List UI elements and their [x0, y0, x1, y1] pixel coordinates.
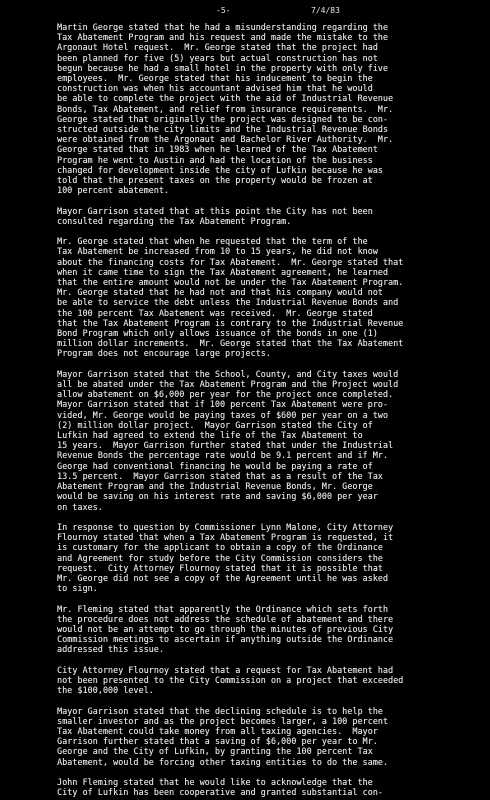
minutes-body	[57, 22, 469, 797]
paragraph-george-misunderstanding: Martin George stated that he had a misunderstanding regarding the Tax Abatement Program and his request and made the mistake to the Argonaut Hotel request. Mr. George stated that the project had been planned for five (5) years but actual construction has not begun because he had a small hotel in the property with only five employees. Mr. George stated that his inducement to begin the construction was when his accountant advised him that he would be able to complete the project with the aid of Industrial Revenue Bonds, Tax Abatement, and relief from insurance requirements. Mr. George stated that originally the project was designed to be con- structed outside the city limits and the Industrial Revenue Bonds were obtained from the Argonaut and Bachelor River Authority. Mr. George stated that in 1983 when he learned of the Tax Abatement Program he went to Austin and had the location of the business changed for development inside the city of Lufkin because he was told that the present taxes on the property would be frozen at 100 percent abatement.	[57, 22, 394, 196]
paragraph-attorney-response: In response to question by Commissioner Lynn Malone, City Attorney Flournoy stated that when a Tax Abatement Program is requested, it is customary for the applicant to obtain a copy of the Ordinance and Agreement for study before the City Commission considers the request. City Attorney Flournoy stated that it is possible that Mr. George did not see a copy of the Agreement until he was asked to sign.	[57, 521, 394, 594]
paragraph-mayor-taxes-abated: Mayor Garrison stated that the School, County, and City taxes would all be abated under the Tax Abatement Program and the Project would allow abatement on $6,000 per year for the project once completed. Mayor Garrison stated that if 100 percent Tax Abatement were pro- vided, Mr. George would be paying taxes of $600 per year on a two (2) million dollar project. Mayor Garrison stated the City of Lufkin had agreed to extend the life of the Tax Abatement to 15 years. Mayor Garrison further stated that under the Industrial Revenue Bonds the percentage rate would be 9.1 percent and if Mr. George had conventional financing he would be paying a rate of 13.5 percent. Mayor Garrison stated that as a result of the Tax Abatement Program and the Industrial Revenue Bonds, Mr. George would be saving on his interest rate and saving $6,000 per year on taxes.	[57, 368, 399, 512]
page-date: 7/4/83	[311, 6, 340, 15]
paragraph-george-term-increase: Mr. George stated that when he requested that the term of the Tax Abatement be increased from 10 to 15 years, he did not know about the financing costs for Tax Abatement. Mr. George stated that when it came time to sign the Tax Abatement agreement, he learned that the entire amount would not be under the Tax Abatement Program. Mr. George stated that he had not and that his company would not be able to service the debt unless the Industrial Revenue Bonds and the 100 percent Tax Abatement was received. Mr. George stated that the Tax Abatement Program is contrary to the Industrial Revenue Bond Program which only allows issuance of the bonds in one (1) million dollar increments. Mr. George stated that the Tax Abatement Program does not encourage large projects.	[57, 236, 404, 359]
page-header	[0, 5, 490, 17]
paragraph-mayor-declining-schedule: Mayor Garrison stated that the declining schedule is to help the smaller investor and as the project becomes larger, a 100 percent Tax Abatement could take money from all taxing agencies. Mayor Garrison further stated that a saving of $6,000 per year to Mr. George and the City of Lufkin, by granting the 100 percent Tax Abatement, would be forcing other taxing entities to do the same.	[57, 705, 388, 767]
paragraph-mayor-not-consulted: Mayor Garrison stated that at this point the City has not been consulted regarding the Tax Abatement Program.	[57, 205, 373, 226]
paragraph-fleming-acknowledgement: John Fleming stated that he would like to acknowledge that the City of Lufkin has been cooperative and granted substantial con-	[57, 776, 383, 798]
paragraph-fleming-ordinance: Mr. Fleming stated that apparently the Ordinance which sets forth the procedure does not address the schedule of abatement and there would not be an attempt to go through the minutes of previous City Commission meetings to ascertain if anything outside the Ordinance addressed this issue.	[57, 603, 394, 655]
paragraph-attorney-request-level: City Attorney Flournoy stated that a request for Tax Abatement had not been presented to the City Commission on a project that exceeded the $100,000 level.	[57, 664, 404, 696]
page-number: -5-	[216, 6, 231, 15]
